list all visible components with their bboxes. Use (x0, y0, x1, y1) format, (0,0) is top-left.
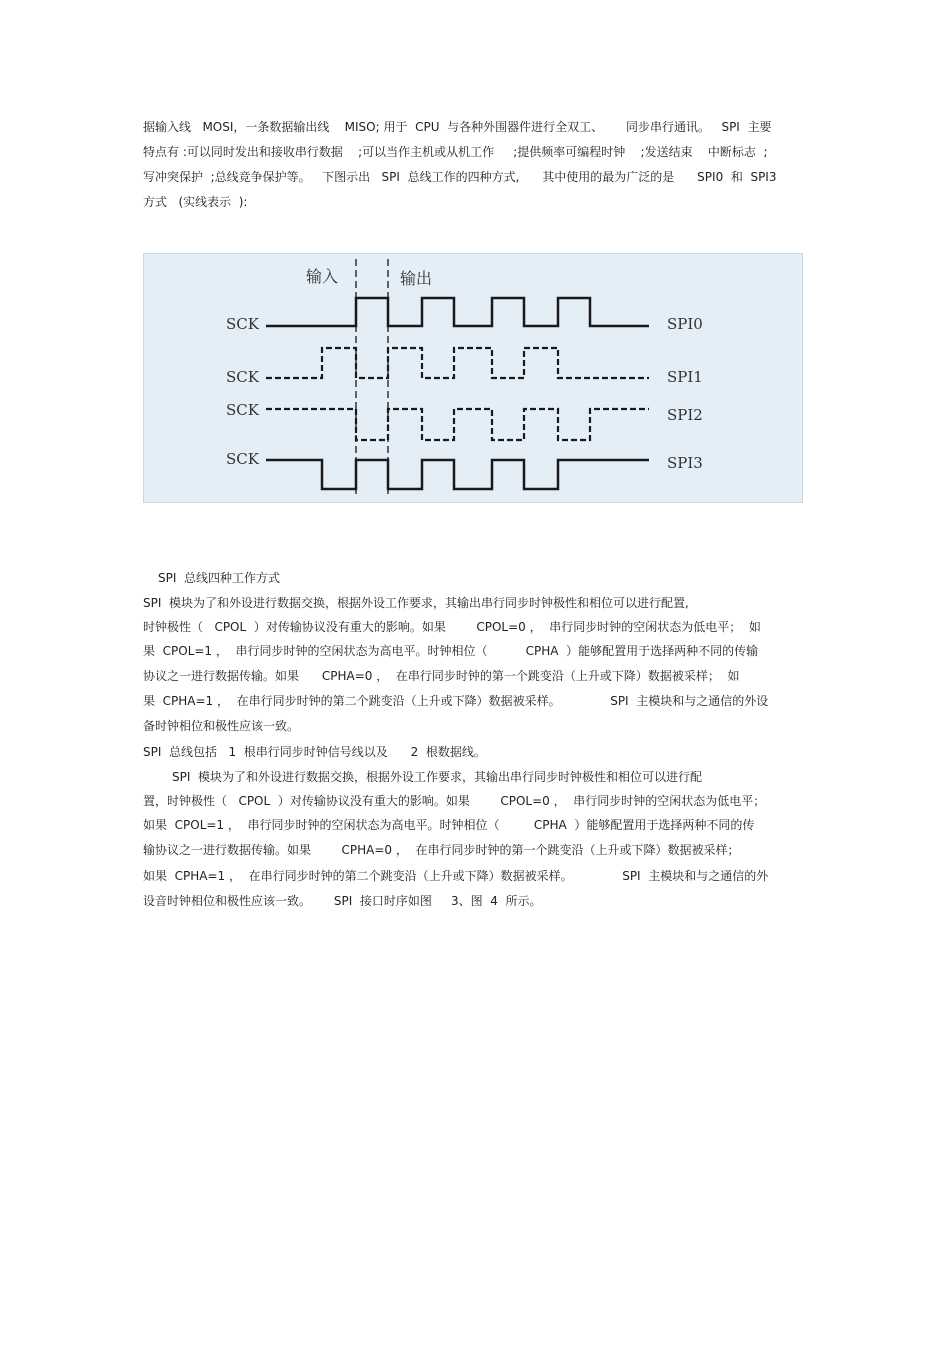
sck-label: SCK (226, 368, 259, 386)
input-label: 输入 (306, 267, 339, 286)
text-line: 果 CPOL=1 ， 串行同步时钟的空闲状态为高电平。时钟相位（ CPHA ）能够配置用于选择两种不同的传输 (143, 644, 759, 658)
text-line: 设音时钟相位和极性应该一致。 SPI 接口时序如图 3、图 4 所示。 (143, 894, 542, 908)
text-line: 协议之一进行数据传输。如果 CPHA=0 ， 在串行同步时钟的第一个跳变沿（上升或下降）数据被采样； 如 (143, 669, 740, 683)
sck-label: SCK (226, 450, 259, 468)
mode-label: SPI2 (667, 406, 703, 424)
text-line: 据输入线 MOSI，一条数据输出线 MISO; 用于 CPU 与各种外围器件进行全双工、 同步串行通讯。 SPI 主要 (143, 120, 772, 134)
spi-timing-diagram (144, 254, 804, 504)
text-line: 置，时钟极性（ CPOL ）对传输协议没有重大的影响。如果 CPOL=0 ， 串行同步时钟的空闲状态为低电平； (143, 794, 766, 808)
text-line: 输协议之一进行数据传输。如果 CPHA=0 ， 在串行同步时钟的第一个跳变沿（上升或下降）数据被采样； (143, 843, 740, 857)
text-line: 时钟极性（ CPOL ）对传输协议没有重大的影响。如果 CPOL=0 ， 串行同步时钟的空闲状态为低电平； 如 (143, 620, 761, 634)
text-line: 方式 (实线表示 ): (143, 195, 248, 209)
figure-caption: SPI 总线四种工作方式 (158, 571, 281, 585)
text-line: SPI 模块为了和外设进行数据交换，根据外设工作要求，其输出串行同步时钟极性和相位可以进行配置, (143, 596, 689, 610)
text-line: 写冲突保护 ;总线竞争保护等。 下图示出 SPI 总线工作的四种方式, 其中使用的最为广泛的是 SPI0 和 SPI3 (143, 170, 777, 184)
text-line: 如果 CPHA=1 ， 在串行同步时钟的第二个跳变沿（上升或下降）数据被采样。 SPI 主模块和与之通信的外 (143, 869, 769, 883)
paragraph-bus-lines: SPI 总线包括 1 根串行同步时钟信号线以及 2 根数据线。 (143, 745, 486, 759)
mode-label: SPI1 (667, 368, 703, 386)
spi3-waveform (266, 460, 649, 489)
mode-label: SPI3 (667, 454, 703, 472)
text-line: 特点有 :可以同时发出和接收串行数据 ;可以当作主机或从机工作 ;提供频率可编程时钟 ;发送结束 中断标志 ; (143, 145, 768, 159)
sck-label: SCK (226, 401, 259, 419)
text-line: SPI 模块为了和外设进行数据交换，根据外设工作要求，其输出串行同步时钟极性和相位可以进行配 (172, 770, 703, 784)
spi1-waveform (266, 348, 649, 378)
text-line: 如果 CPOL=1 ， 串行同步时钟的空闲状态为高电平。时钟相位（ CPHA ）能够配置用于选择两种不同的传 (143, 818, 755, 832)
sck-label: SCK (226, 315, 259, 333)
output-label: 输出 (400, 269, 433, 288)
text-line: 备时钟相位和极性应该一致。 (143, 719, 300, 733)
spi-timing-figure (143, 253, 803, 503)
text-line: 果 CPHA=1 ， 在串行同步时钟的第二个跳变沿（上升或下降）数据被采样。 SPI 主模块和与之通信的外设 (143, 694, 769, 708)
mode-label: SPI0 (667, 315, 703, 333)
spi2-waveform (266, 409, 649, 440)
spi0-waveform (266, 298, 649, 326)
